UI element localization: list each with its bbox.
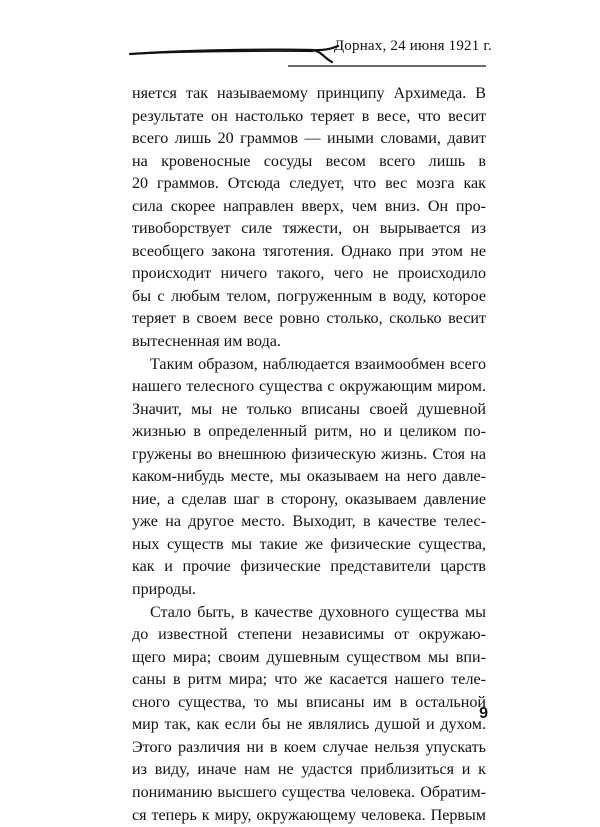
text-line: ние, а сделав шаг в сторону, оказываем давление	[132, 489, 486, 512]
text-line: всего лишь 20 граммов — иными словами, давит	[132, 128, 486, 151]
text-line: Стало быть, в качестве духовного существа мы	[132, 602, 486, 625]
text-line: мир так, как если бы не являлись душой и духом.	[132, 714, 486, 737]
text-line: всеобщего закона тяготения. Однако при этом не	[132, 241, 486, 264]
text-line: Этого различия ни в коем случае нельзя упускать	[132, 737, 486, 760]
text-line: результате он настолько теряет в весе, что весит	[132, 106, 486, 129]
text-line: вытесненная им вода.	[132, 331, 486, 354]
text-line: Значит, мы не только вписаны своей душевной	[132, 399, 486, 422]
text-line: ных существ мы такие же физические существа,	[132, 534, 486, 557]
text-line: 20 граммов. Отсюда следует, что вес мозга как	[132, 173, 486, 196]
text-line: саны в ритм мира; что же касается нашего теле-	[132, 669, 486, 692]
text-line: щего мира; своим душевным существом мы впи-	[132, 647, 486, 670]
text-line: как и прочие физические представители царств	[132, 556, 486, 579]
text-line: каком-нибудь месте, мы оказываем на него давле-	[132, 466, 486, 489]
text-line: нашего телесного существа с окружающим миром.	[132, 376, 486, 399]
text-line: уже на другое место. Выходит, в качестве телес-	[132, 511, 486, 534]
text-line: теряет в своем весе ровно столько, сколько весит	[132, 308, 486, 331]
body-text	[132, 83, 486, 827]
text-line: бы с любым телом, погруженным в воду, которое	[132, 286, 486, 309]
paragraph-3	[132, 602, 486, 827]
text-line: пониманию высшего существа человека. Обратим-	[132, 782, 486, 805]
text-line: происходит ничего такого, чего не происходило	[132, 263, 486, 286]
paragraph-1	[132, 83, 486, 354]
text-line: тивоборствует силе тяжести, он вырывается из	[132, 218, 486, 241]
text-line: на кровеносные сосуды весом всего лишь в	[132, 151, 486, 174]
text-line: природы.	[132, 579, 486, 602]
page-number: 9	[466, 705, 488, 723]
text-line: из виду, иначе нам не удастся приблизиться и к	[132, 759, 486, 782]
paragraph-2	[132, 354, 486, 602]
text-line: ся теперь к миру, окружающему человека. Первым	[132, 805, 486, 827]
text-line: Таким образом, наблюдается взаимообмен всего	[132, 354, 486, 377]
text-line: сного существа, то мы вписаны им в остальной	[132, 692, 486, 715]
text-line: сила скорее направлен вверх, чем вниз. Он про-	[132, 196, 486, 219]
text-line: жизнью в определенный ритм, но и целиком по-	[132, 421, 486, 444]
text-line: гружены во внешнюю физическую жизнь. Стоя на	[132, 444, 486, 467]
text-line: до известной степени независимы от окружаю-	[132, 624, 486, 647]
text-line: няется так называемому принципу Архимеда. В	[132, 83, 486, 106]
running-head: Дорнах, 24 июня 1921 г.	[300, 38, 492, 55]
